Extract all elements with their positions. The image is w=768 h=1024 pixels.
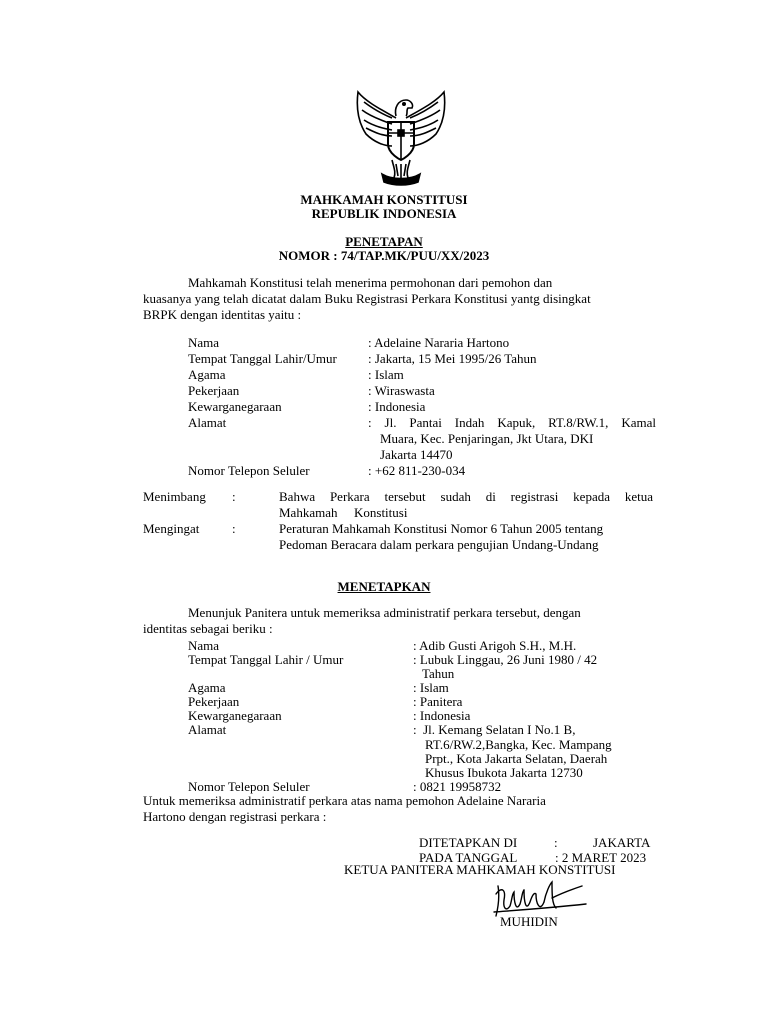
decision-line-2: identitas sebagai beriku :	[143, 621, 273, 636]
date-label: PADA TANGGAL	[419, 850, 518, 865]
place-colon: :	[554, 835, 558, 850]
applicant-birth-label: Tempat Tanggal Lahir/Umur	[188, 351, 337, 366]
applicant-birth-value: : Jakarta, 15 Mei 1995/26 Tahun	[368, 351, 537, 366]
garuda-emblem	[352, 88, 450, 188]
signer-name: MUHIDIN	[500, 914, 558, 929]
menimbang-line-2b: Konstitusi	[354, 505, 408, 520]
applicant-address-line-1: : Jl. Pantai Indah Kapuk, RT.8/RW.1, Kamal	[368, 415, 656, 430]
clerk-address-line-2: RT.6/RW.2,Bangka, Kec. Mampang	[425, 737, 612, 752]
clerk-citizenship-value: : Indonesia	[413, 708, 471, 723]
decision-heading: MENETAPKAN	[337, 579, 431, 594]
clerk-address-label: Alamat	[188, 722, 227, 737]
clerk-birth-value: : Lubuk Linggau, 26 Juni 1980 / 42	[413, 652, 598, 667]
menimbang-label: Menimbang	[143, 489, 206, 504]
menimbang-line-1: Bahwa Perkara tersebut sudah di registrasi kepada ketua	[279, 489, 653, 504]
intro-line-1: Mahkamah Konstitusi telah menerima permohonan dari pemohon dan	[188, 275, 553, 290]
intro-line-3: BRPK dengan identitas yaitu :	[143, 307, 302, 322]
clerk-birth-label: Tempat Tanggal Lahir / Umur	[188, 652, 344, 667]
document-number: NOMOR : 74/TAP.MK/PUU/XX/2023	[278, 248, 490, 263]
applicant-phone-label: Nomor Telepon Seluler	[188, 463, 310, 478]
clerk-religion-label: Agama	[188, 680, 226, 695]
menimbang-line-2a: Mahkamah	[279, 505, 338, 520]
applicant-religion-value: : Islam	[368, 367, 404, 382]
mengingat-line-2: Pedoman Beracara dalam perkara pengujian Undang-Undang	[279, 537, 599, 552]
clerk-citizenship-label: Kewarganegaraan	[188, 708, 282, 723]
clerk-phone-value: : 0821 19958732	[413, 779, 502, 794]
applicant-address-line-2: Muara, Kec. Penjaringan, Jkt Utara, DKI	[380, 431, 594, 446]
applicant-address-line-3: Jakarta 14470	[380, 447, 453, 462]
clerk-name-label: Nama	[188, 638, 220, 653]
applicant-name-value: : Adelaine Nararia Hartono	[368, 335, 510, 350]
place-value: JAKARTA	[593, 835, 651, 850]
date-value: : 2 MARET 2023	[555, 850, 647, 865]
intro-line-2: kuasanya yang telah dicatat dalam Buku Registrasi Perkara Konstitusi yantg disingkat	[143, 291, 591, 306]
clerk-phone-label: Nomor Telepon Seluler	[188, 779, 310, 794]
clerk-religion-value: : Islam	[413, 680, 449, 695]
applicant-job-label: Pekerjaan	[188, 383, 240, 398]
clerk-address-line-3: Prpt., Kota Jakarta Selatan, Daerah	[425, 751, 608, 766]
closing-line-1: Untuk memeriksa administratif perkara atas nama pemohon Adelaine Nararia	[143, 793, 546, 808]
mengingat-colon: :	[232, 521, 236, 536]
applicant-phone-value: : +62 811-230-034	[368, 463, 466, 478]
applicant-citizenship-value: : Indonesia	[368, 399, 426, 414]
document-type: PENETAPAN	[345, 234, 423, 249]
institution-name: MAHKAMAH KONSTITUSI	[300, 192, 468, 207]
clerk-job-label: Pekerjaan	[188, 694, 240, 709]
clerk-job-value: : Panitera	[413, 694, 463, 709]
closing-line-2: Hartono dengan registrasi perkara :	[143, 809, 327, 824]
applicant-name-label: Nama	[188, 335, 220, 350]
place-label: DITETAPKAN DI	[419, 835, 518, 850]
clerk-birth-value-2: Tahun	[422, 666, 455, 681]
signatory-title: KETUA PANITERA MAHKAMAH KONSTITUSI	[344, 862, 616, 877]
clerk-address-line-4: Khusus Ibukota Jakarta 12730	[425, 765, 583, 780]
decision-line-1: Menunjuk Panitera untuk memeriksa administratif perkara tersebut, dengan	[188, 605, 581, 620]
applicant-job-value: : Wiraswasta	[368, 383, 435, 398]
mengingat-line-1: Peraturan Mahkamah Konstitusi Nomor 6 Tahun 2005 tentang	[279, 521, 604, 536]
clerk-name-value: : Adib Gusti Arigoh S.H., M.H.	[413, 638, 577, 653]
mengingat-label: Mengingat	[143, 521, 200, 536]
applicant-address-label: Alamat	[188, 415, 227, 430]
applicant-citizenship-label: Kewarganegaraan	[188, 399, 282, 414]
country-name: REPUBLIK INDONESIA	[311, 206, 457, 221]
menimbang-colon: :	[232, 489, 236, 504]
clerk-address-line-1: : Jl. Kemang Selatan I No.1 B,	[413, 722, 576, 737]
applicant-religion-label: Agama	[188, 367, 226, 382]
